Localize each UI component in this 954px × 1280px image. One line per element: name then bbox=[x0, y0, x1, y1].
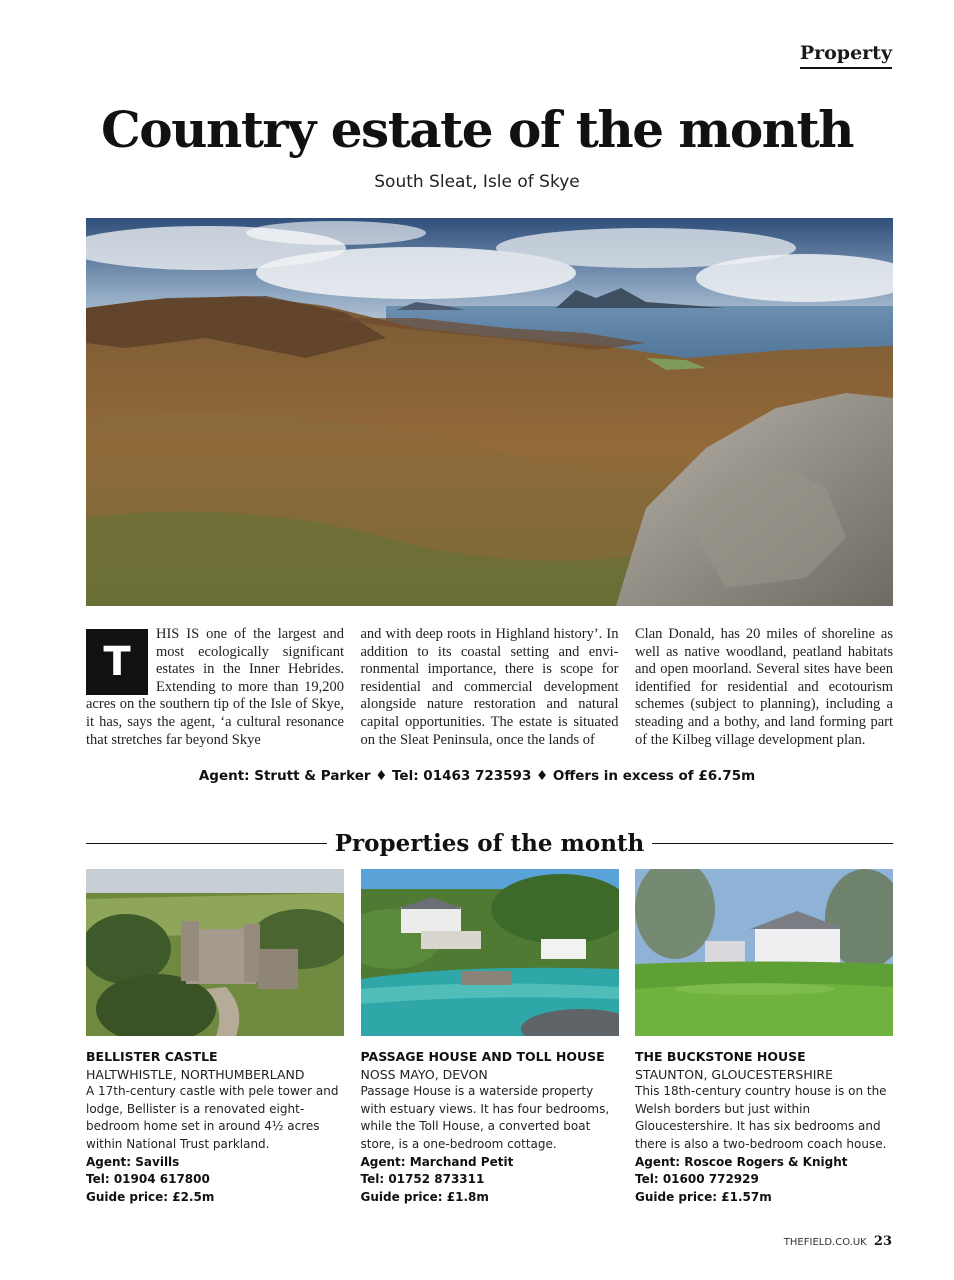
page-subtitle: South Sleat, Isle of Skye bbox=[374, 172, 580, 192]
property-price: Guide price: £1.8m bbox=[360, 1189, 489, 1204]
article-text-3: Clan Donald, has 20 miles of shoreline as well as native woodland, peatland habitats and open moorland. Several sites have been identified for residential and ecotourism schemes (subject to planning), including a steading and a bothy, and land forming part of the Kilbeg village development plan. bbox=[635, 626, 893, 748]
property-agent: Agent: Marchand Petit bbox=[360, 1154, 514, 1169]
property-name: THE BUCKSTONE HOUSE bbox=[635, 1049, 806, 1064]
property-agent: Agent: Savills bbox=[86, 1154, 180, 1169]
page-number: 23 bbox=[873, 1234, 892, 1249]
article-body bbox=[86, 626, 893, 749]
article-column-3 bbox=[635, 626, 893, 749]
property-cards bbox=[86, 869, 893, 1206]
properties-title: Properties of the month bbox=[334, 829, 645, 857]
section-label: Property bbox=[800, 42, 892, 69]
property-price: Guide price: £2.5m bbox=[86, 1189, 215, 1204]
property-location: NOSS MAYO, DEVON bbox=[360, 1066, 488, 1082]
property-price: Guide price: £1.57m bbox=[635, 1189, 772, 1204]
property-card bbox=[86, 869, 344, 1206]
property-description: A 17th-century castle with pele tower and lodge, Bellister is a renovated eight-bedroom home set in around 4½ acres within National Trust parkland. bbox=[86, 1084, 339, 1151]
property-tel: Tel: 01600 772929 bbox=[635, 1172, 759, 1187]
hero-landscape-image bbox=[86, 218, 893, 606]
bellister-castle-image bbox=[86, 869, 344, 1036]
property-description: Passage House is a waterside property with estuary views. It has four bedrooms, while the Toll House, a converted boat store, is a one-bedroom cottage. bbox=[360, 1084, 610, 1151]
passage-house-image bbox=[361, 869, 619, 1036]
article-text-1: HIS IS one of the largest and most ecologically significant estates in the Inner Hebrides. Extending to more than 19,200 acres on the southern tip of the Isle of Skye, it has, says the agent, ‘a cultural resonance that stretches far beyond Skye bbox=[86, 626, 344, 748]
article-column-2 bbox=[361, 626, 619, 749]
properties-header bbox=[86, 826, 893, 860]
page-footer bbox=[784, 1234, 892, 1249]
drop-cap: T bbox=[86, 629, 148, 695]
buckstone-house-image bbox=[635, 869, 893, 1036]
page-title: Country estate of the month bbox=[100, 100, 853, 159]
property-tel: Tel: 01752 873311 bbox=[360, 1172, 485, 1187]
article-column-1 bbox=[86, 626, 344, 749]
property-card bbox=[361, 869, 619, 1206]
article-text-2: and with deep roots in Highland history’. In addition to its coastal setting and envi-ronmental importance, there is scope for residential and commercial development alongside nature restoration and natural capital opportunities. The estate is situated on the Sleat Peninsula, once the lands of bbox=[360, 626, 619, 748]
property-location: STAUNTON, GLOUCESTERSHIRE bbox=[635, 1066, 833, 1082]
property-card bbox=[635, 869, 893, 1206]
estate-agent-line: Agent: Strutt & Parker ♦ Tel: 01463 723593 ♦ Offers in excess of £6.75m bbox=[198, 768, 756, 784]
property-name: PASSAGE HOUSE AND TOLL HOUSE bbox=[360, 1049, 605, 1064]
property-tel: Tel: 01904 617800 bbox=[86, 1172, 210, 1187]
property-description: This 18th-century country house is on the Welsh borders but just within Gloucestershire. It has six bedrooms and there is also a two-bedroom coach house. bbox=[635, 1084, 887, 1151]
property-name: BELLISTER CASTLE bbox=[86, 1049, 218, 1064]
property-location: HALTWHISTLE, NORTHUMBERLAND bbox=[86, 1066, 305, 1082]
divider-left bbox=[86, 843, 327, 844]
footer-site: THEFIELD.CO.UK bbox=[783, 1237, 867, 1248]
divider-right bbox=[652, 843, 893, 844]
property-agent: Agent: Roscoe Rogers & Knight bbox=[635, 1154, 848, 1169]
